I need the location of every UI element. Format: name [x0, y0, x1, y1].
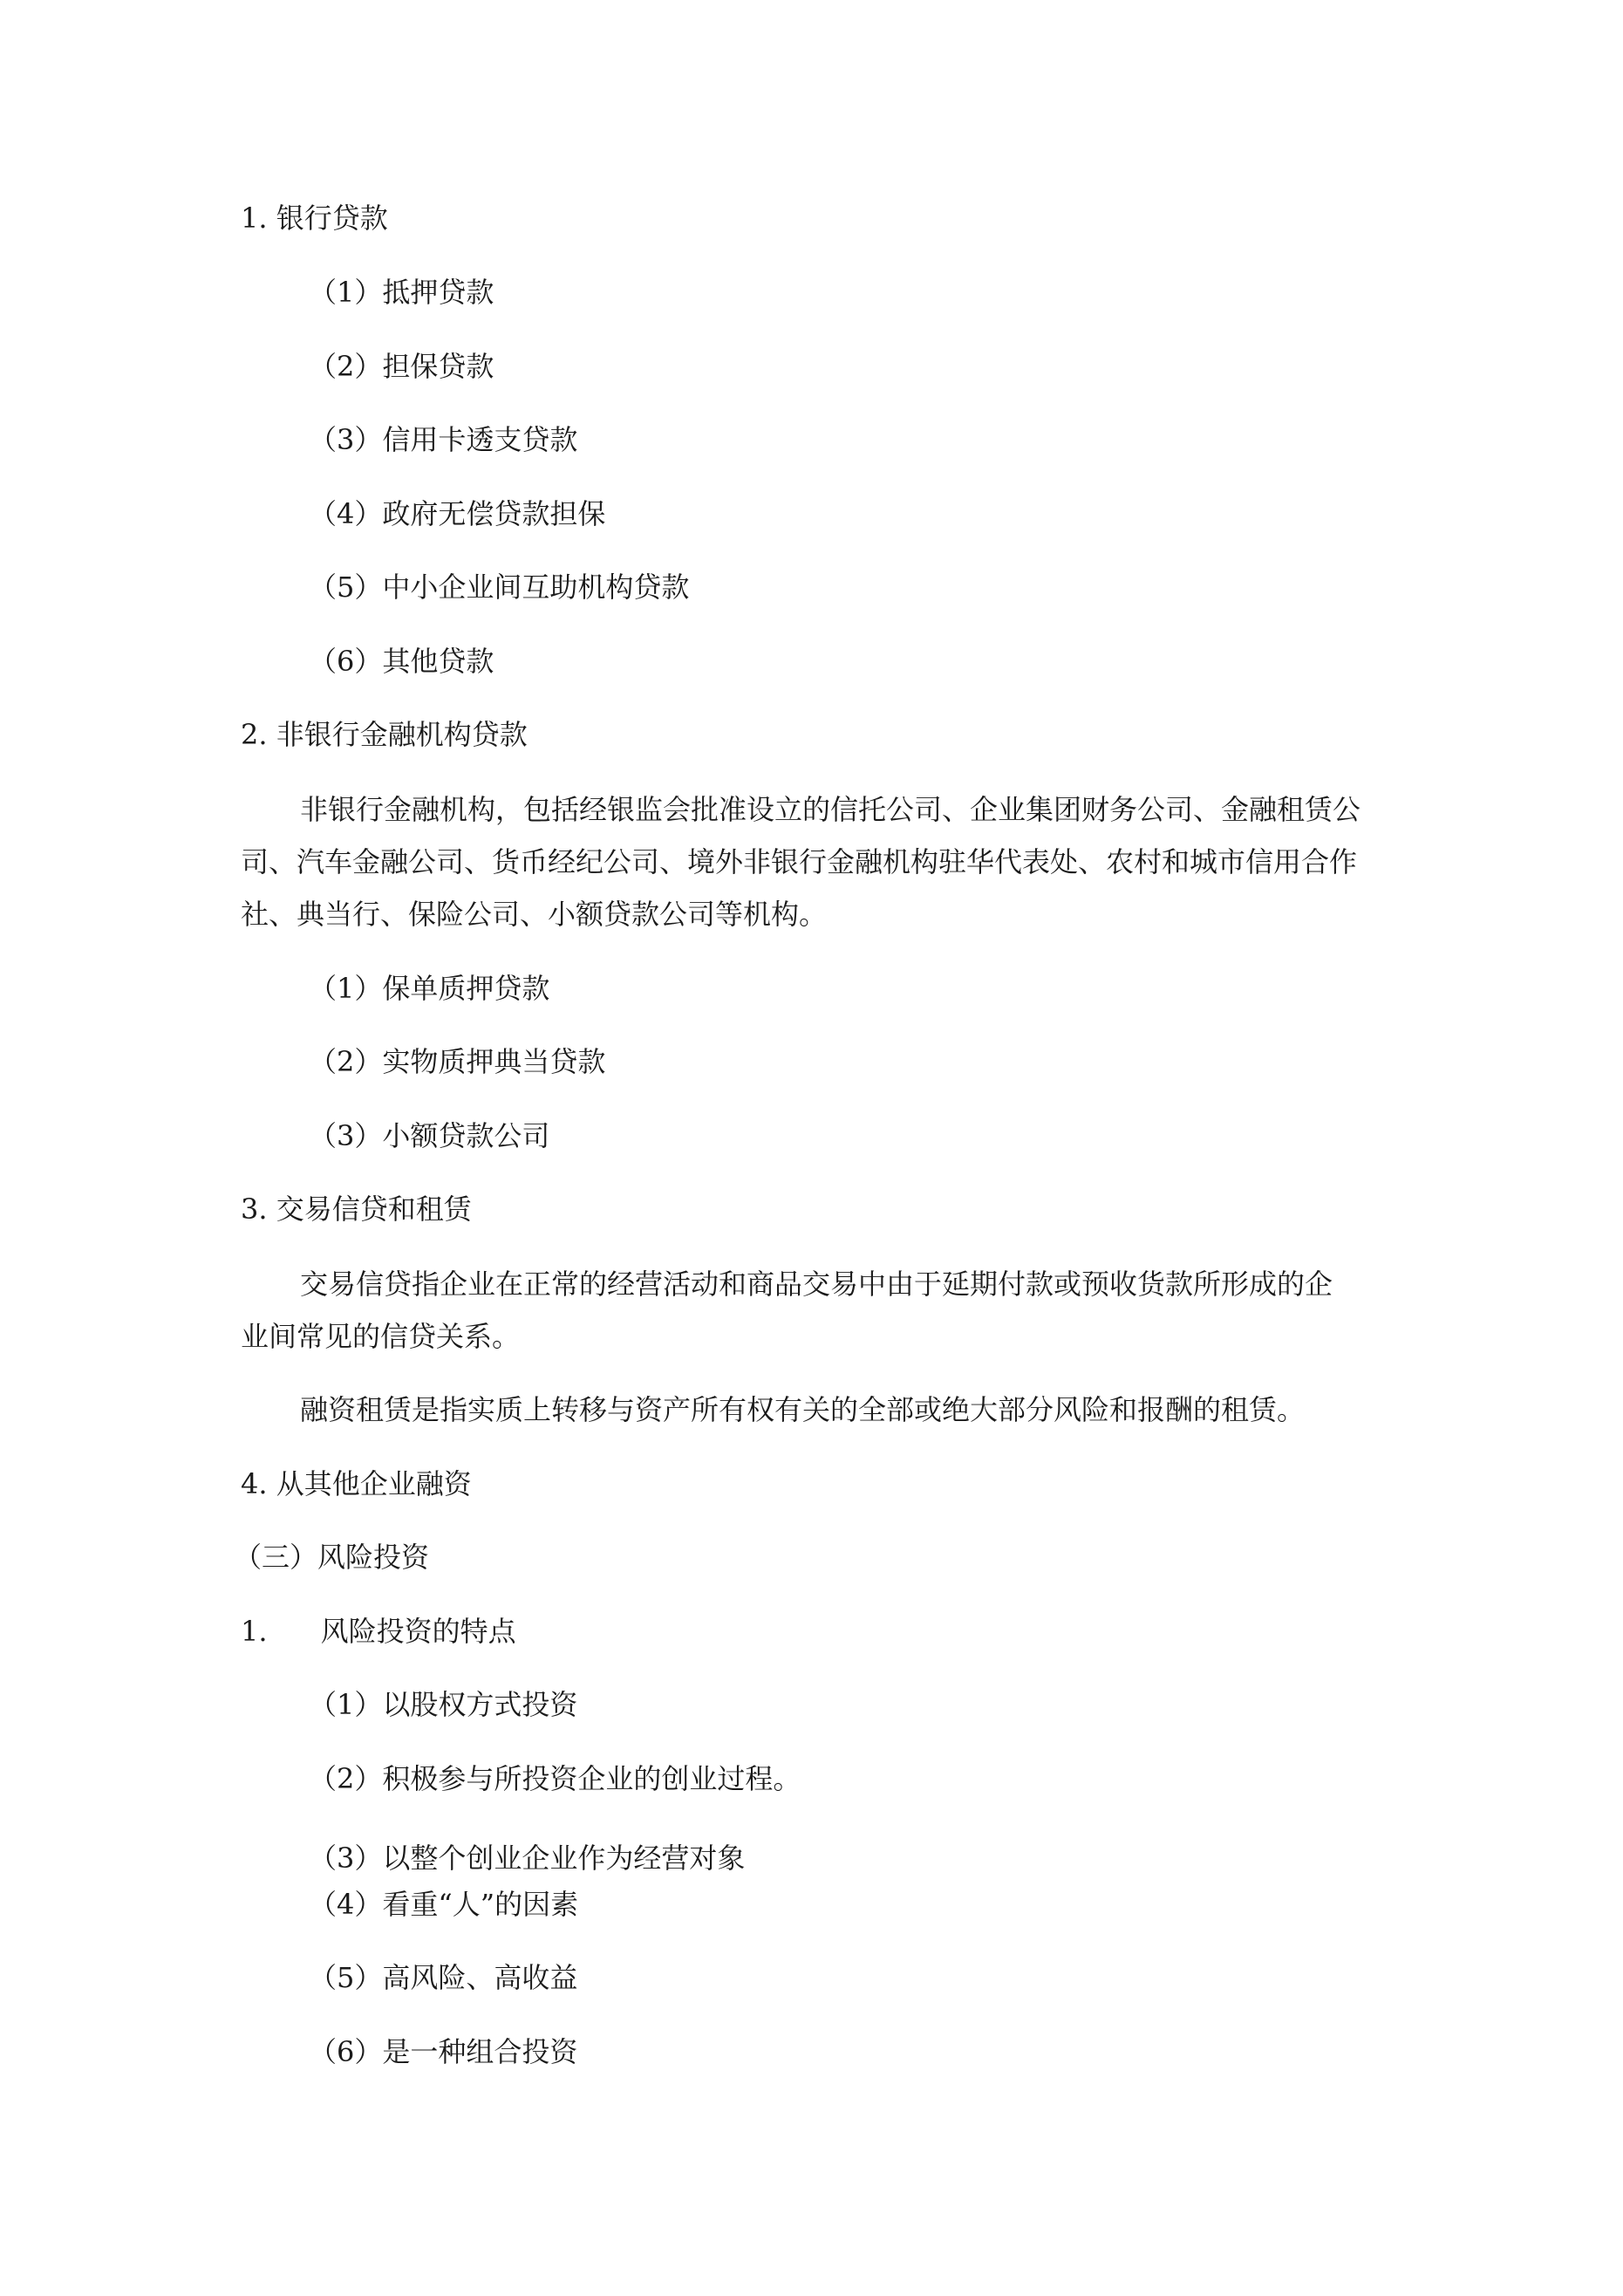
list-item: （2）实物质押典当贷款 — [309, 1045, 606, 1078]
list-item: （3）以整个创业企业作为经营对象 — [309, 1842, 746, 1875]
paragraph-line: 司、汽车金融公司、货币经纪公司、境外非银行金融机构驻华代表处、农村和城市信用合作 — [241, 845, 1358, 878]
heading-bank-loans: 1. 银行贷款 — [241, 202, 388, 235]
list-item: （1）保单质押贷款 — [309, 972, 550, 1005]
list-item: （5）高风险、高收益 — [309, 1961, 578, 1994]
list-item: （2）积极参与所投资企业的创业过程。 — [309, 1762, 801, 1795]
list-item: （6）是一种组合投资 — [309, 2035, 578, 2068]
paragraph-line: 融资租赁是指实质上转移与资产所有权有关的全部或绝大部分风险和报酬的租赁。 — [300, 1393, 1306, 1426]
list-item: （6）其他贷款 — [309, 645, 494, 678]
list-item: （2）担保贷款 — [309, 350, 494, 383]
heading-vc-features: 1. 风险投资的特点 — [241, 1615, 516, 1648]
list-item: （1）以股权方式投资 — [309, 1688, 578, 1721]
paragraph-line: 社、典当行、保险公司、小额贷款公司等机构。 — [241, 898, 828, 931]
list-item: （4）看重“人”的因素 — [309, 1888, 579, 1921]
heading-other-enterprises: 4. 从其他企业融资 — [241, 1467, 472, 1500]
heading-non-bank-loans: 2. 非银行金融机构贷款 — [241, 718, 528, 751]
paragraph-line: 业间常见的信贷关系。 — [241, 1320, 521, 1353]
list-item: （3）信用卡透支贷款 — [309, 423, 578, 456]
section-heading-venture-capital: （三）风险投资 — [234, 1541, 430, 1574]
list-item: （5）中小企业间互助机构贷款 — [309, 571, 690, 604]
list-item: （3）小额贷款公司 — [309, 1119, 550, 1152]
list-item: （4）政府无偿贷款担保 — [309, 497, 606, 530]
paragraph-line: 交易信贷指企业在正常的经营活动和商品交易中由于延期付款或预收货款所形成的企 — [300, 1268, 1333, 1301]
paragraph-line: 非银行金融机构，包括经银监会批准设立的信托公司、企业集团财务公司、金融租赁公 — [300, 793, 1361, 826]
list-item: （1）抵押贷款 — [309, 276, 494, 309]
heading-trade-credit: 3. 交易信贷和租赁 — [241, 1192, 472, 1226]
